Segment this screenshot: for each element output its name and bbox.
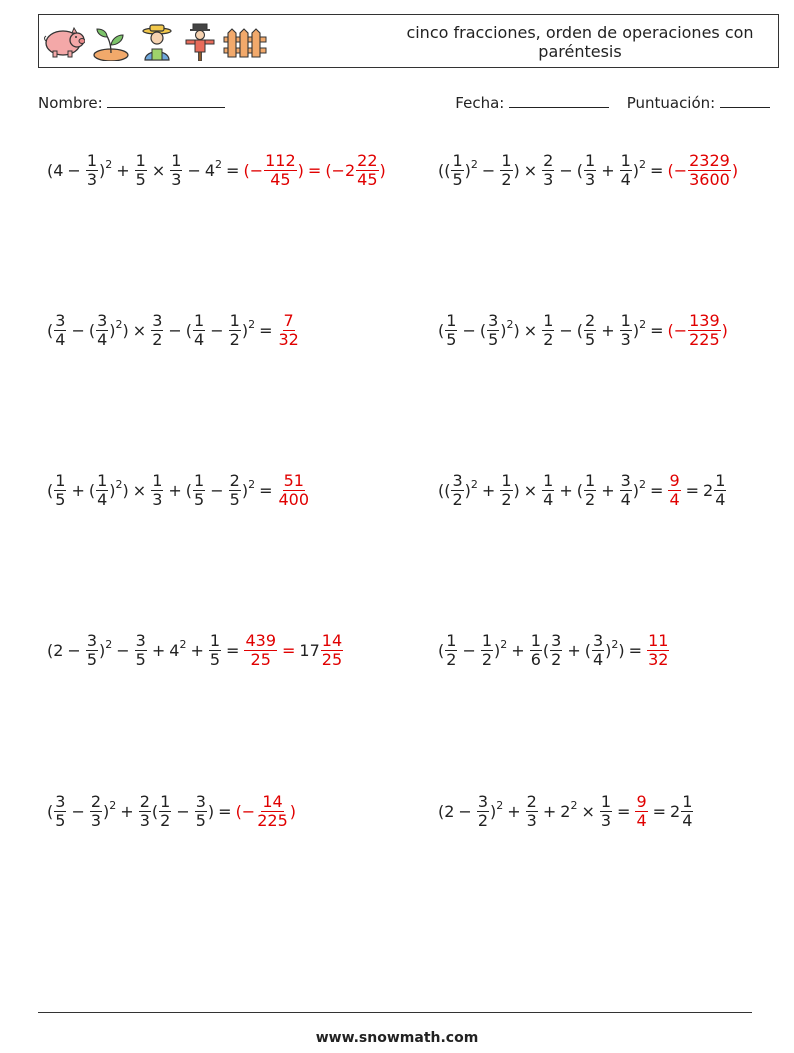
worksheet-header bbox=[38, 14, 779, 68]
footer-divider bbox=[38, 1012, 752, 1013]
name-blank[interactable] bbox=[107, 94, 225, 108]
problem-expression: (4 − $\frac{1}{3}$ ) $^2$ + $\frac{1}{5}$ × $\frac{1}{3}$ − 4 $^2$ = bbox=[47, 150, 240, 189]
problem-expression: (2 − $\frac{3}{2}$ ) $^2$ + $\frac{2}{3}$ + 2 $^2$ × $\frac{1}{3}$ = bbox=[438, 791, 631, 830]
scarecrow-icon bbox=[183, 23, 217, 61]
problem-answer: $\frac{9}{4}$ = 2 $\frac{1}{4}$ bbox=[669, 470, 726, 509]
problem-answer: $\frac{51}{400}$ bbox=[278, 470, 310, 509]
problem-1 bbox=[47, 145, 386, 195]
sprout-icon bbox=[91, 23, 131, 61]
problem-5 bbox=[47, 465, 311, 515]
problem-9 bbox=[47, 786, 296, 836]
problem-expression: (2 − $\frac{3}{5}$ ) $^2$ − $\frac{3}{5}$ + 4 $^2$ + $\frac{1}{5}$ = bbox=[47, 630, 240, 669]
problem-expression: ( $\frac{1}{5}$ − ( $\frac{3}{5}$ ) $^2$ ) × $\frac{1}{2}$ − ( $\frac{2}{5}$ + $\frac{1}{3}$ ) $^2$ = bbox=[438, 310, 664, 349]
problem-expression: ( $\frac{1}{2}$ − $\frac{1}{2}$ ) $^2$ + $\frac{1}{6}$ ( $\frac{3}{2}$ + ( $\frac{3}{4}$ ) $^2$ ) = bbox=[438, 630, 643, 669]
pig-icon bbox=[43, 23, 85, 61]
problem-expression: (( $\frac{1}{5}$ ) $^2$ − $\frac{1}{2}$ ) × $\frac{2}{3}$ − ( $\frac{1}{3}$ + $\frac{1}{4}$ ) $^2$ = bbox=[438, 150, 664, 189]
farmer-icon bbox=[137, 23, 177, 61]
problem-10 bbox=[438, 786, 694, 836]
problem-answer: (− $\frac{14}{225}$ ) bbox=[235, 791, 297, 830]
name-field bbox=[38, 94, 225, 112]
name-label: Nombre: bbox=[38, 94, 103, 112]
date-blank[interactable] bbox=[509, 94, 609, 108]
problem-answer: $\frac{7}{32}$ bbox=[278, 310, 299, 349]
date-score-fields bbox=[455, 94, 770, 112]
problem-expression: ( $\frac{3}{5}$ − $\frac{2}{3}$ ) $^2$ + $\frac{2}{3}$ ( $\frac{1}{2}$ − $\frac{3}{5}$ ) = bbox=[47, 791, 232, 830]
problem-8 bbox=[438, 625, 670, 675]
problem-answer: $\frac{439}{25}$ = 17 $\frac{14}{25}$ bbox=[245, 630, 343, 669]
problem-4 bbox=[438, 305, 728, 355]
problem-6 bbox=[438, 465, 727, 515]
problem-answer: (− $\frac{112}{45}$ ) = (−2 $\frac{22}{45}$ ) bbox=[243, 150, 386, 189]
problem-answer: $\frac{9}{4}$ = 2 $\frac{1}{4}$ bbox=[636, 791, 693, 830]
problem-expression: (( $\frac{3}{2}$ ) $^2$ + $\frac{1}{2}$ ) × $\frac{1}{4}$ + ( $\frac{1}{2}$ + $\frac{3}{4}$ ) $^2$ = bbox=[438, 470, 664, 509]
problem-expression: ( $\frac{3}{4}$ − ( $\frac{3}{4}$ ) $^2$ ) × $\frac{3}{2}$ − ( $\frac{1}{4}$ − $\frac{1}{2}$ ) $^2$ = bbox=[47, 310, 273, 349]
problem-2 bbox=[438, 145, 738, 195]
date-label: Fecha: bbox=[455, 94, 505, 112]
score-label: Puntuación: bbox=[626, 94, 716, 112]
problem-answer: (− $\frac{139}{225}$ ) bbox=[667, 310, 728, 349]
fence-icon bbox=[223, 23, 267, 61]
worksheet-title: cinco fracciones, orden de operaciones con paréntesis bbox=[406, 23, 754, 61]
score-blank[interactable] bbox=[720, 94, 770, 108]
problem-7 bbox=[47, 625, 344, 675]
problem-answer: $\frac{11}{32}$ bbox=[648, 630, 669, 669]
problem-answer: (− $\frac{2329}{3600}$ ) bbox=[667, 150, 739, 189]
footer-url: www.snowmath.com bbox=[315, 1030, 479, 1046]
problem-3 bbox=[47, 305, 301, 355]
header-icons bbox=[43, 23, 267, 63]
problem-expression: ( $\frac{1}{5}$ + ( $\frac{1}{4}$ ) $^2$ ) × $\frac{1}{3}$ + ( $\frac{1}{5}$ − $\frac{2}{5}$ ) $^2$ = bbox=[47, 470, 273, 509]
